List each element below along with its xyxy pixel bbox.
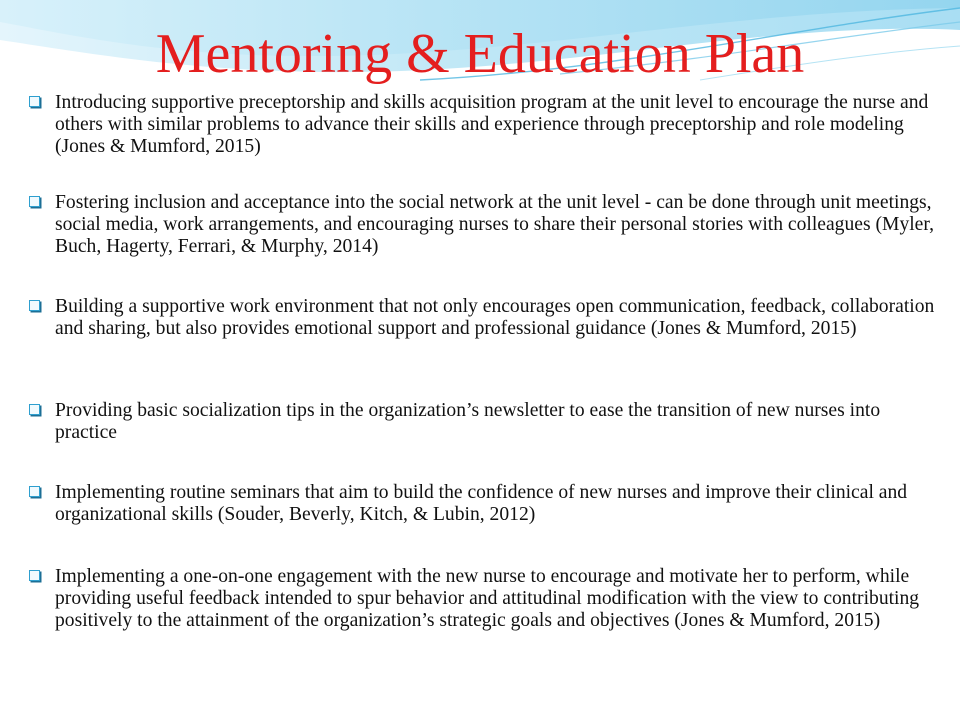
hollow-square-icon	[29, 404, 40, 415]
bullet-item	[28, 192, 946, 296]
hollow-square-icon	[29, 196, 40, 207]
bullet-text: Implementing routine seminars that aim to build the confidence of new nurses and improve their clinical and organizational skills (Souder, Beverly, Kitch, & Lubin, 2012)	[55, 482, 908, 525]
bullet-text: Introducing supportive preceptorship and skills acquisition program at the unit level to encourage the nurse and others with similar problems to advance their skills and experience through preceptorship and role modeling (Jones & Mumford, 2015)	[55, 92, 929, 157]
hollow-square-icon	[29, 96, 40, 107]
bullet-text: Fostering inclusion and acceptance into the social network at the unit level - can be done through unit meetings, social media, work arrangements, and encouraging nurses to share their personal stories with colleagues (Myler, Buch, Hagerty, Ferrari, & Murphy, 2014)	[55, 192, 935, 257]
bullet-item	[28, 296, 946, 400]
bullet-item	[28, 92, 946, 192]
hollow-square-icon	[29, 300, 40, 311]
bullet-list	[28, 92, 946, 632]
bullet-text: Providing basic socialization tips in the organization’s newsletter to ease the transition of new nurses into practice	[55, 400, 881, 443]
bullet-item	[28, 482, 946, 566]
hollow-square-icon	[29, 570, 40, 581]
slide-title: Mentoring & Education Plan	[155, 23, 805, 85]
hollow-square-icon	[29, 486, 40, 497]
bullet-text: Building a supportive work environment that not only encourages open communication, feedback, collaboration and sharing, but also provides emotional support and professional guidance (Jones & Mumford, 2015)	[55, 296, 935, 339]
bullet-text: Implementing a one-on-one engagement with the new nurse to encourage and motivate her to perform, while providing useful feedback intended to spur behavior and attitudinal modification with the view to contributing positively to the attainment of the organization’s strategic goals and objectives (Jones & Mumford, 2015)	[55, 566, 920, 631]
bullet-item	[28, 566, 946, 632]
bullet-item	[28, 400, 946, 482]
